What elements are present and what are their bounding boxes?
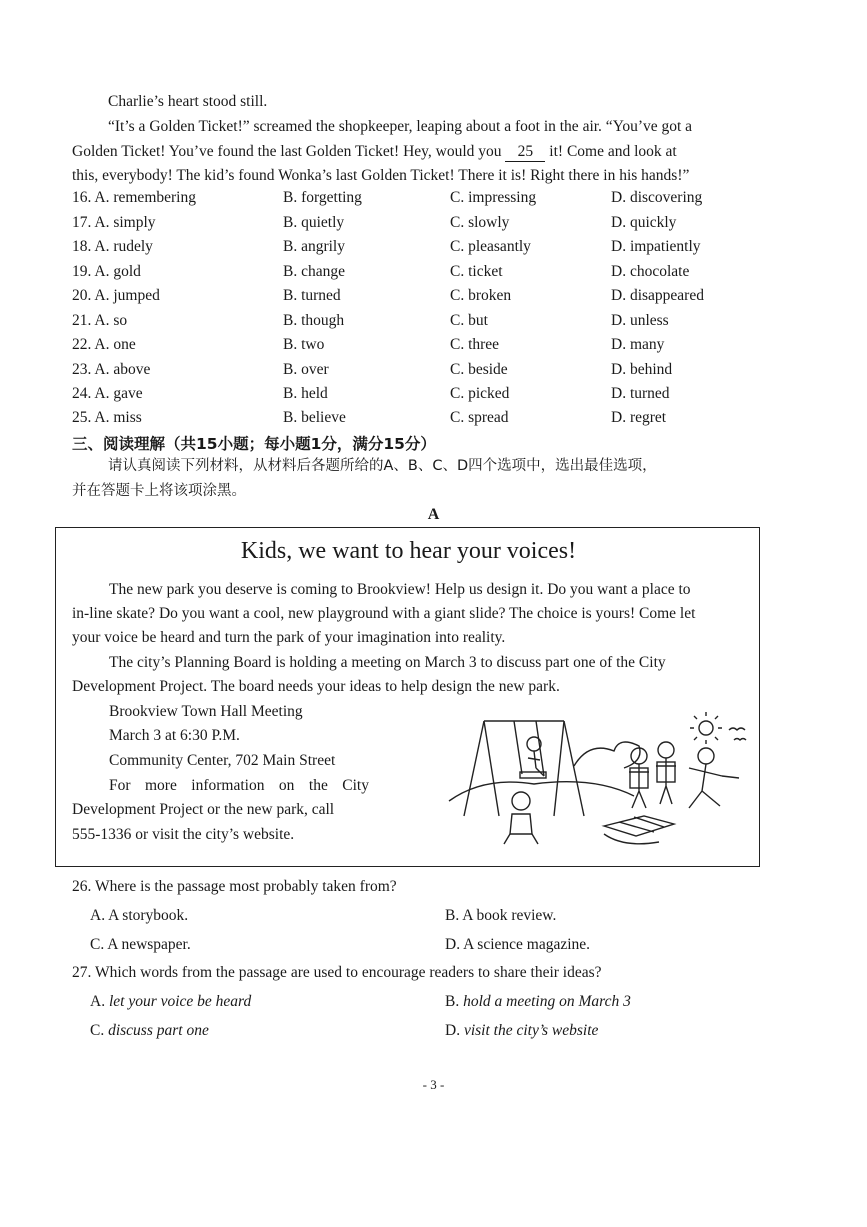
- story-line-4: this, everybody! The kid’s found Wonka’s last Golden Ticket! There it is! Right there in his hands!”: [72, 167, 690, 184]
- option-b: B. believe: [283, 409, 346, 426]
- option-c: C. beside: [450, 361, 508, 378]
- option-row: [72, 336, 772, 360]
- question-27-stem: 27. Which words from the passage are used to encourage readers to share their ideas?: [72, 964, 602, 981]
- info-line3: 555-1336 or visit the city’s website.: [72, 826, 295, 843]
- option-row: [72, 312, 772, 336]
- option-d: D. quickly: [611, 214, 677, 231]
- option-c: C. slowly: [450, 214, 510, 231]
- option-a: 18. A. rudely: [72, 238, 153, 255]
- option-d: D. chocolate: [611, 263, 690, 280]
- option-d: D. regret: [611, 409, 667, 426]
- option-d: D. discovering: [611, 189, 703, 206]
- option-a: 16. A. remembering: [72, 189, 196, 206]
- meeting-time: March 3 at 6:30 P.M.: [109, 727, 240, 744]
- option-text: hold a meeting on March 3: [463, 993, 631, 1010]
- option-row: [72, 263, 772, 287]
- option-b: B. two: [283, 336, 325, 353]
- option-c: C. spread: [450, 409, 509, 426]
- option-text: let your voice be heard: [108, 993, 252, 1010]
- section-instruction-2: 并在答题卡上将该项涂黑。: [72, 483, 246, 499]
- option-b: B. angrily: [283, 238, 345, 255]
- option-b: B. change: [283, 263, 345, 280]
- option-prefix: A.: [90, 993, 106, 1010]
- notice-box: [55, 527, 760, 867]
- question-27-option-a: [90, 993, 251, 1011]
- question-27-option-c: [90, 1022, 209, 1040]
- option-b: B. forgetting: [283, 189, 362, 206]
- notice-p1-line2: in-line skate? Do you want a cool, new playground with a giant slide? The choice is yours! Come let: [72, 605, 696, 622]
- option-c: C. three: [450, 336, 500, 353]
- option-row: [72, 409, 772, 433]
- option-c: C. broken: [450, 287, 512, 304]
- option-a: 17. A. simply: [72, 214, 156, 231]
- option-row: [72, 287, 772, 311]
- option-a: 22. A. one: [72, 336, 136, 353]
- option-c: C. but: [450, 312, 488, 329]
- option-d: D. disappeared: [611, 287, 704, 304]
- option-a: 19. A. gold: [72, 263, 141, 280]
- option-a: 24. A. gave: [72, 385, 143, 402]
- option-d: D. many: [611, 336, 665, 353]
- option-a: 25. A. miss: [72, 409, 142, 426]
- blank-25: 25: [505, 143, 545, 162]
- option-c: C. pleasantly: [450, 238, 531, 255]
- question-27-option-d: [445, 1022, 598, 1040]
- notice-p2-line2: Development Project. The board needs your ideas to help design the new park.: [72, 678, 560, 695]
- story-line-3: [72, 140, 677, 164]
- playground-illustration: [444, 706, 754, 856]
- option-c: C. ticket: [450, 263, 503, 280]
- question-27-option-b: [445, 993, 631, 1011]
- notice-title: Kids, we want to hear your voices!: [240, 538, 577, 564]
- option-prefix: D.: [445, 1022, 461, 1039]
- option-b: B. quietly: [283, 214, 345, 231]
- option-d: D. turned: [611, 385, 670, 402]
- passage-letter: A: [427, 506, 440, 523]
- option-a: 20. A. jumped: [72, 287, 160, 304]
- option-row: [72, 385, 772, 409]
- option-row: [72, 238, 772, 262]
- option-d: D. unless: [611, 312, 669, 329]
- story-line-3-after: it! Come and look at: [549, 143, 677, 160]
- option-b: B. though: [283, 312, 345, 329]
- story-line-1: Charlie’s heart stood still.: [108, 93, 268, 110]
- option-row: [72, 214, 772, 238]
- notice-p1-line1: The new park you deserve is coming to Brookview! Help us design it. Do you want a place to: [109, 581, 691, 598]
- page-number: - 3 -: [422, 1077, 445, 1092]
- option-a: 23. A. above: [72, 361, 151, 378]
- option-row: [72, 189, 772, 213]
- question-26-option-c: C. A newspaper.: [90, 936, 191, 953]
- option-b: B. turned: [283, 287, 341, 304]
- option-b: B. held: [283, 385, 328, 402]
- option-d: D. behind: [611, 361, 673, 378]
- question-26-stem: 26. Where is the passage most probably taken from?: [72, 878, 397, 895]
- question-26-option-a: A. A storybook.: [90, 907, 189, 924]
- option-text: visit the city’s website: [463, 1022, 599, 1039]
- info-line1: For more information on the City: [109, 777, 369, 794]
- question-26-option-b: B. A book review.: [445, 907, 557, 924]
- option-prefix: B.: [445, 993, 460, 1010]
- story-line-2: “It’s a Golden Ticket!” screamed the shopkeeper, leaping about a foot in the air. “You’ve got a: [108, 118, 693, 135]
- option-d: D. impatiently: [611, 238, 701, 255]
- meeting-name: Brookview Town Hall Meeting: [109, 703, 303, 720]
- option-c: C. picked: [450, 385, 510, 402]
- option-row: [72, 361, 772, 385]
- section-title: 三、阅读理解（共15小题；每小题1分，满分15分）: [72, 435, 436, 453]
- story-line-3-before: Golden Ticket! You’ve found the last Golden Ticket! Hey, would you: [72, 143, 502, 160]
- notice-p2-line1: The city’s Planning Board is holding a meeting on March 3 to discuss part one of the City: [109, 654, 666, 671]
- option-b: B. over: [283, 361, 329, 378]
- notice-p1-line3: your voice be heard and turn the park of your imagination into reality.: [72, 629, 506, 646]
- option-a: 21. A. so: [72, 312, 128, 329]
- option-c: C. impressing: [450, 189, 537, 206]
- question-26-option-d: D. A science magazine.: [445, 936, 591, 953]
- section-instruction-1: 请认真阅读下列材料，从材料后各题所给的A、B、C、D四个选项中，选出最佳选项，: [108, 458, 657, 474]
- option-text: discuss part one: [108, 1022, 209, 1039]
- meeting-place: Community Center, 702 Main Street: [109, 752, 336, 769]
- info-line2: Development Project or the new park, call: [72, 801, 335, 818]
- option-prefix: C.: [90, 1022, 105, 1039]
